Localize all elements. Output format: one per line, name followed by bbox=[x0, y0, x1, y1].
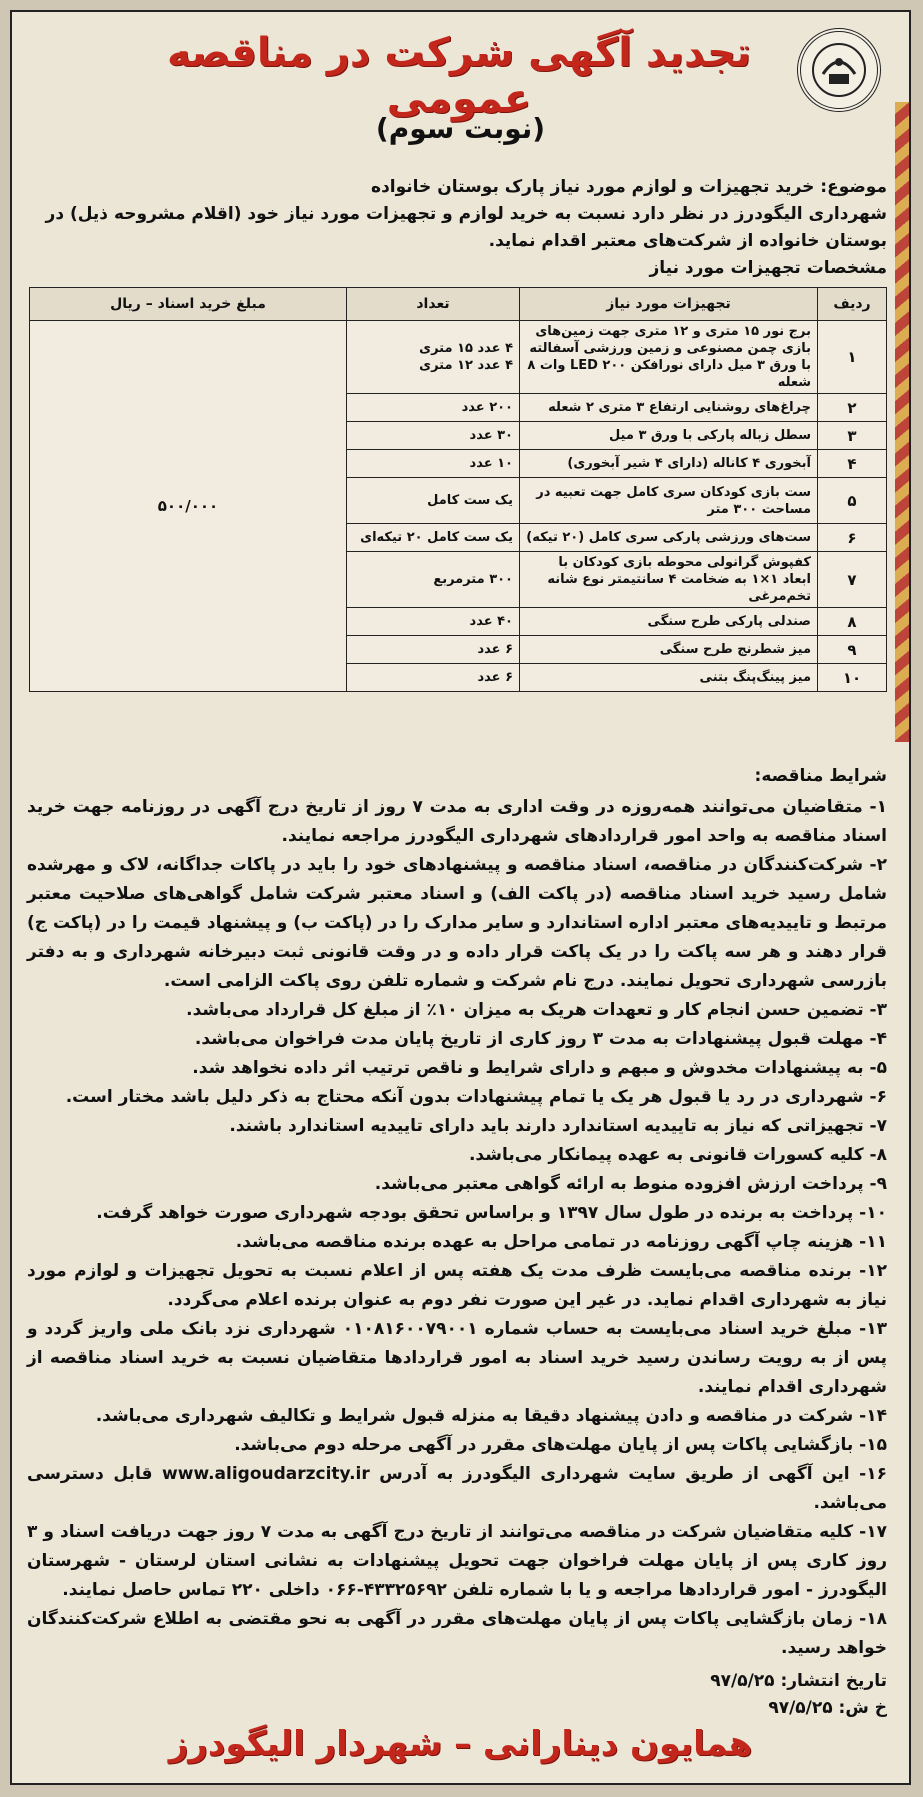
row-equipment: ست بازی کودکان سری کامل جهت تعبیه در مساحت ۳۰۰ متر bbox=[520, 478, 818, 524]
row-no: ۷ bbox=[818, 552, 887, 608]
decorative-stripe bbox=[895, 102, 909, 742]
row-equipment: میز شطرنج طرح سنگی bbox=[520, 636, 818, 664]
condition-item: ۱۰- پرداخت به برنده در طول سال ۱۳۹۷ و براساس تحقق بودجه شهرداری صورت خواهد گرفت. bbox=[96, 1203, 887, 1223]
kh-sh-date: خ ش: ۹۷/۵/۲۵ bbox=[768, 1698, 887, 1718]
condition-item: ۱۸- زمان بازگشایی پاکات پس از پایان مهلت‌های مقرر در آگهی به نحو مقتضی به اطلاع شرکت‌کنندگان خواهد رسید. bbox=[27, 1609, 887, 1658]
row-equipment: صندلی پارکی طرح سنگی bbox=[520, 608, 818, 636]
condition-16-text: ۱۶- این آگهی از طریق سایت شهرداری الیگودرز به آدرس bbox=[379, 1464, 887, 1484]
header-price: مبلغ خرید اسناد – ریال bbox=[30, 288, 347, 321]
row-no: ۹ bbox=[818, 636, 887, 664]
row-quantity: ۳۰۰ مترمربع bbox=[347, 552, 520, 608]
row-quantity: ۴ عدد ۱۵ متری ۴ عدد ۱۲ متری bbox=[347, 321, 520, 394]
condition-item: ۲- شرکت‌کنندگان در مناقصه، اسناد مناقصه و پیشنهادهای خود را باید در پاکات جداگانه، لاک و مهرشده شامل رسید خرید اسناد مناقصه (در پاکت الف) و اسناد معتبر شرکت شامل گواهی‌های صلاحیت معتبر مرتبط و تاییدیه‌های معتبر اداره استاندارد و سایر مدارک را در (پاکت ب) و پیشنهاد قیمت را در (پاکت ج) قرار دهند و هر سه پاکت را در یک پاکت قرار داده و در وقت قانونی ثبت دبیرخانه شهرداری و به دفتر بازرسی شهرداری تحویل نمایند. درج نام شرکت و شماره تلفن روی پاکت الزامی است. bbox=[27, 855, 887, 991]
row-equipment: سطل زباله پارکی با ورق ۳ میل bbox=[520, 422, 818, 450]
intro-line-2: بوستان خانواده از شرکت‌های معتبر اقدام نماید. bbox=[488, 231, 887, 251]
condition-item: ۱۳- مبلغ خرید اسناد می‌بایست به حساب شماره ۰۱۰۸۱۶۰۰۷۹۰۰۱ شهرداری نزد بانک ملی واریز گردد و پس از به رویت رساندن رسید خرید اسناد به امور قراردادها متقاضیان نسبت به خرید اسناد مناقصه از شهرداری اقدام نمایند. bbox=[27, 1319, 887, 1397]
municipality-logo-icon bbox=[797, 28, 881, 112]
row-quantity: ۳۰ عدد bbox=[347, 422, 520, 450]
row-equipment: آبخوری ۴ کاناله (دارای ۴ شیر آبخوری) bbox=[520, 450, 818, 478]
publish-info bbox=[710, 1668, 887, 1722]
row-no: ۴ bbox=[818, 450, 887, 478]
row-no: ۳ bbox=[818, 422, 887, 450]
condition-item: ۸- کلیه کسورات قانونی به عهده پیمانکار می‌باشد. bbox=[468, 1145, 887, 1165]
condition-item: ۱۷- کلیه متقاضیان شرکت در مناقصه می‌توانند از تاریخ درج آگهی به مدت ۷ روز جهت دریافت اسناد و ۳ روز کاری پس از پایان مهلت فراخوان جهت تحویل پیشنهادات به نشانی استان لرستان - شهرستان الیگودرز - امور قراردادها مراجعه و یا با شماره تلفن ۴۳۳۲۵۶۹۲-۰۶۶ داخلی ۲۲۰ تماس حاصل نمایند. bbox=[27, 1522, 887, 1600]
document-price: ۵۰۰/۰۰۰ bbox=[30, 321, 347, 692]
condition-item: ۱۴- شرکت در مناقصه و دادن پیشنهاد دقیقا به منزله قبول شرایط و تکالیف شهرداری می‌باشد. bbox=[95, 1406, 887, 1426]
row-quantity: ۶ عدد bbox=[347, 664, 520, 692]
intro-section bbox=[27, 174, 887, 282]
table-row bbox=[30, 321, 887, 394]
publish-date: تاریخ انتشار: ۹۷/۵/۲۵ bbox=[710, 1671, 887, 1691]
condition-item: ۶- شهرداری در رد یا قبول هر یک یا تمام پیشنهادات بدون آنکه محتاج به ذکر دلیل باشد مختار است. bbox=[65, 1087, 887, 1107]
row-quantity: ۴۰ عدد bbox=[347, 608, 520, 636]
intro-line-1: شهرداری الیگودرز در نظر دارد نسبت به خرید لوازم و تجهیزات مورد نیاز خود (اقلام مشروحه ذیل) در bbox=[45, 204, 887, 224]
row-no: ۸ bbox=[818, 608, 887, 636]
conditions-heading: شرایط مناقصه: bbox=[754, 766, 887, 786]
row-equipment: برج نور ۱۵ متری و ۱۲ متری جهت زمین‌های بازی چمن مصنوعی و زمین ورزشی آسفالته با ورق ۳ میل دارای نورافکن LED ۲۰۰ وات ۸ شعله bbox=[520, 321, 818, 394]
row-quantity: یک ست کامل bbox=[347, 478, 520, 524]
condition-16-tail: قابل دسترسی می‌باشد. bbox=[27, 1464, 887, 1513]
notice-title: تجدید آگهی شرکت در مناقصه عمومی bbox=[167, 30, 751, 122]
condition-item: ۴- مهلت قبول پیشنهادات به مدت ۳ روز کاری از تاریخ پایان مدت فراخوان می‌باشد. bbox=[194, 1029, 887, 1049]
tender-notice bbox=[10, 10, 911, 1785]
row-quantity: ۱۰ عدد bbox=[347, 450, 520, 478]
tender-conditions bbox=[27, 762, 887, 1663]
condition-item: ۱۵- بازگشایی پاکات پس از پایان مهلت‌های مقرر در آگهی مرحله دوم می‌باشد. bbox=[234, 1435, 887, 1455]
row-quantity: ۶ عدد bbox=[347, 636, 520, 664]
header-equipment: تجهیزات مورد نیاز bbox=[520, 288, 818, 321]
row-no: ۲ bbox=[818, 394, 887, 422]
condition-item: ۱۱- هزینه چاپ آگهی روزنامه در تمامی مراحل به عهده برنده مناقصه می‌باشد. bbox=[235, 1232, 887, 1252]
specs-heading: مشخصات تجهیزات مورد نیاز bbox=[649, 258, 887, 278]
row-equipment: کفپوش گرانولی محوطه بازی کودکان با ابعاد ۱×۱ به ضخامت ۴ سانتیمتر نوع شانه تخم‌مرغی bbox=[520, 552, 818, 608]
website-link[interactable]: www.aligoudarzcity.ir bbox=[162, 1464, 370, 1484]
header-quantity: تعداد bbox=[347, 288, 520, 321]
row-equipment: چراغ‌های روشنایی ارتفاع ۳ متری ۲ شعله bbox=[520, 394, 818, 422]
table-header-row bbox=[30, 288, 887, 321]
row-quantity: یک ست کامل ۲۰ تیکه‌ای bbox=[347, 524, 520, 552]
condition-item: ۱- متقاضیان می‌توانند همه‌روزه در وقت اداری به مدت ۷ روز از تاریخ درج آگهی در روزنامه جهت خرید اسناد مناقصه به واحد امور قراردادهای شهرداری الیگودرز مراجعه نمایند. bbox=[27, 797, 887, 846]
header-no: ردیف bbox=[818, 288, 887, 321]
condition-item: ۵- به پیشنهادات مخدوش و مبهم و دارای شرایط و ناقص ترتیب اثر داده نخواهد شد. bbox=[192, 1058, 887, 1078]
row-equipment: میز پینگ‌پنگ بتنی bbox=[520, 664, 818, 692]
condition-item: ۷- تجهیزاتی که نیاز به تاییدیه استاندارد دارند باید دارای تاییدیه استاندارد باشند. bbox=[229, 1116, 887, 1136]
equipment-table bbox=[29, 287, 887, 692]
mayor-signature: همایون دینارانی – شهردار الیگودرز bbox=[168, 1724, 753, 1764]
row-equipment: ست‌های ورزشی پارکی سری کامل (۲۰ تیکه) bbox=[520, 524, 818, 552]
row-no: ۵ bbox=[818, 478, 887, 524]
row-no: ۱ bbox=[818, 321, 887, 394]
row-quantity: ۲۰۰ عدد bbox=[347, 394, 520, 422]
row-no: ۱۰ bbox=[818, 664, 887, 692]
row-no: ۶ bbox=[818, 524, 887, 552]
subject-line: موضوع: خرید تجهیزات و لوازم مورد نیاز پارک بوستان خانواده bbox=[371, 177, 887, 197]
condition-item: ۳- تضمین حسن انجام کار و تعهدات هریک به میزان ۱۰٪ از مبلغ کل قرارداد می‌باشد. bbox=[186, 1000, 887, 1020]
condition-item-16 bbox=[27, 1460, 887, 1518]
condition-item: ۱۲- برنده مناقصه می‌بایست ظرف مدت یک هفته پس از اعلام نسبت به تحویل تجهیزات و لوازم مورد نیاز به شهرداری اقدام نماید. در غیر این صورت نفر دوم به عنوان برنده اعلام می‌گردد. bbox=[27, 1261, 887, 1310]
condition-item: ۹- پرداخت ارزش افزوده منوط به ارائه گواهی معتبر می‌باشد. bbox=[374, 1174, 887, 1194]
round-label: (نوبت سوم) bbox=[375, 112, 546, 145]
